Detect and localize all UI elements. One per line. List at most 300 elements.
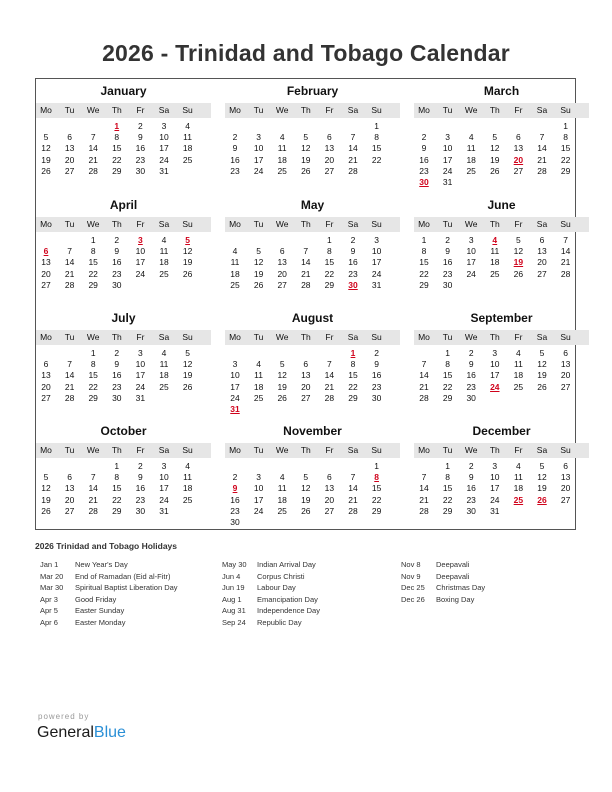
- day-cell[interactable]: 11: [277, 143, 287, 154]
- holiday-day-cell[interactable]: 4: [492, 235, 498, 245]
- day-cell[interactable]: 29: [88, 279, 98, 290]
- day-cell[interactable]: 23: [419, 165, 429, 176]
- holiday-day-cell[interactable]: 5: [185, 235, 190, 245]
- day-cell[interactable]: 6: [279, 246, 285, 257]
- day-cell[interactable]: 26: [41, 505, 51, 516]
- day-cell[interactable]: 4: [185, 461, 190, 471]
- day-cell[interactable]: 5: [303, 472, 309, 483]
- day-cell[interactable]: 6: [563, 348, 568, 358]
- day-cell[interactable]: 29: [442, 392, 453, 403]
- day-cell[interactable]: 22: [442, 494, 453, 505]
- day-cell[interactable]: 26: [182, 381, 193, 392]
- day-cell[interactable]: 2: [350, 235, 356, 245]
- day-cell[interactable]: 18: [182, 143, 193, 154]
- day-cell[interactable]: 10: [135, 246, 146, 257]
- day-cell[interactable]: 6: [327, 472, 332, 483]
- day-cell[interactable]: 27: [277, 279, 287, 290]
- day-cell[interactable]: 13: [41, 370, 51, 381]
- day-cell[interactable]: 27: [324, 165, 335, 176]
- day-cell[interactable]: 11: [159, 359, 169, 370]
- day-cell[interactable]: 27: [41, 392, 51, 403]
- day-cell[interactable]: 5: [516, 235, 521, 245]
- day-cell[interactable]: 13: [41, 257, 51, 268]
- day-cell[interactable]: 23: [230, 505, 240, 516]
- day-cell[interactable]: 21: [348, 494, 358, 505]
- day-cell[interactable]: 20: [324, 154, 335, 165]
- day-cell[interactable]: 5: [303, 132, 309, 143]
- day-cell[interactable]: 30: [466, 392, 476, 403]
- day-cell[interactable]: 15: [442, 483, 453, 494]
- day-cell[interactable]: 24: [442, 165, 453, 176]
- day-cell[interactable]: 31: [135, 392, 146, 403]
- day-cell[interactable]: 11: [490, 246, 500, 257]
- day-cell[interactable]: 24: [490, 494, 500, 505]
- day-cell[interactable]: 20: [64, 154, 75, 165]
- day-cell[interactable]: 17: [490, 483, 500, 494]
- day-cell[interactable]: 24: [253, 165, 264, 176]
- day-cell[interactable]: 2: [114, 348, 120, 358]
- day-cell[interactable]: 16: [442, 257, 453, 268]
- day-cell[interactable]: 10: [442, 143, 453, 154]
- day-cell[interactable]: 15: [348, 370, 358, 381]
- day-cell[interactable]: 4: [161, 235, 167, 245]
- day-cell[interactable]: 4: [161, 348, 167, 358]
- day-cell[interactable]: 21: [301, 268, 311, 279]
- holiday-day-cell[interactable]: 3: [138, 235, 143, 245]
- day-cell[interactable]: 19: [41, 154, 51, 165]
- day-cell[interactable]: 30: [230, 517, 240, 527]
- day-cell[interactable]: 13: [301, 370, 311, 381]
- day-cell[interactable]: 20: [41, 381, 51, 392]
- day-cell[interactable]: 5: [539, 348, 545, 358]
- day-cell[interactable]: 23: [112, 268, 122, 279]
- holiday-day-cell[interactable]: 26: [537, 494, 547, 505]
- day-cell[interactable]: 31: [159, 165, 169, 176]
- holiday-day-cell[interactable]: 8: [374, 472, 379, 483]
- day-cell[interactable]: 28: [348, 165, 358, 176]
- day-cell[interactable]: 14: [64, 370, 75, 381]
- day-cell[interactable]: 17: [135, 370, 146, 381]
- day-cell[interactable]: 4: [185, 121, 190, 131]
- day-cell[interactable]: 18: [253, 381, 264, 392]
- day-cell[interactable]: 30: [135, 505, 146, 516]
- day-cell[interactable]: 10: [230, 370, 240, 381]
- day-cell[interactable]: 3: [138, 348, 143, 358]
- day-cell[interactable]: 21: [348, 154, 358, 165]
- day-cell[interactable]: 10: [490, 472, 500, 483]
- day-cell[interactable]: 19: [277, 381, 287, 392]
- day-cell[interactable]: 18: [466, 154, 476, 165]
- day-cell[interactable]: 16: [230, 154, 240, 165]
- day-cell[interactable]: 3: [468, 235, 474, 245]
- day-cell[interactable]: 23: [230, 165, 240, 176]
- day-cell[interactable]: 23: [135, 154, 146, 165]
- day-cell[interactable]: 19: [301, 154, 311, 165]
- day-cell[interactable]: 28: [88, 165, 98, 176]
- day-cell[interactable]: 15: [112, 143, 122, 154]
- day-cell[interactable]: 29: [112, 165, 122, 176]
- day-cell[interactable]: 26: [301, 505, 311, 516]
- day-cell[interactable]: 14: [88, 483, 98, 494]
- day-cell[interactable]: 24: [253, 505, 264, 516]
- day-cell[interactable]: 15: [88, 257, 98, 268]
- day-cell[interactable]: 12: [513, 246, 524, 257]
- day-cell[interactable]: 14: [88, 143, 98, 154]
- day-cell[interactable]: 5: [539, 461, 545, 471]
- day-cell[interactable]: 24: [371, 268, 382, 279]
- day-cell[interactable]: 16: [230, 494, 240, 505]
- day-cell[interactable]: 15: [560, 143, 571, 154]
- day-cell[interactable]: 29: [371, 505, 382, 516]
- day-cell[interactable]: 2: [445, 235, 450, 245]
- day-cell[interactable]: 23: [371, 381, 382, 392]
- day-cell[interactable]: 12: [253, 257, 264, 268]
- day-cell[interactable]: 7: [67, 246, 72, 257]
- day-cell[interactable]: 8: [114, 472, 120, 483]
- day-cell[interactable]: 14: [419, 370, 429, 381]
- day-cell[interactable]: 4: [256, 359, 261, 370]
- day-cell[interactable]: 27: [301, 392, 311, 403]
- day-cell[interactable]: 22: [348, 381, 358, 392]
- holiday-day-cell[interactable]: 1: [114, 121, 120, 131]
- day-cell[interactable]: 15: [371, 483, 382, 494]
- day-cell[interactable]: 23: [466, 381, 476, 392]
- day-cell[interactable]: 18: [277, 154, 287, 165]
- holiday-day-cell[interactable]: 30: [348, 279, 358, 290]
- day-cell[interactable]: 26: [301, 165, 311, 176]
- holiday-day-cell[interactable]: 6: [43, 246, 49, 257]
- day-cell[interactable]: 22: [112, 494, 122, 505]
- day-cell[interactable]: 10: [159, 472, 169, 483]
- day-cell[interactable]: 8: [445, 472, 450, 483]
- day-cell[interactable]: 1: [563, 121, 568, 131]
- day-cell[interactable]: 19: [537, 370, 547, 381]
- day-cell[interactable]: 30: [466, 505, 476, 516]
- day-cell[interactable]: 4: [279, 472, 285, 483]
- day-cell[interactable]: 17: [442, 154, 453, 165]
- day-cell[interactable]: 1: [421, 235, 427, 245]
- day-cell[interactable]: 21: [64, 268, 75, 279]
- day-cell[interactable]: 19: [301, 494, 311, 505]
- day-cell[interactable]: 23: [112, 381, 122, 392]
- day-cell[interactable]: 4: [279, 132, 285, 143]
- day-cell[interactable]: 26: [537, 381, 547, 392]
- day-cell[interactable]: 9: [445, 246, 450, 257]
- day-cell[interactable]: 12: [182, 246, 193, 257]
- day-cell[interactable]: 2: [468, 461, 474, 471]
- day-cell[interactable]: 10: [159, 132, 169, 143]
- day-cell[interactable]: 12: [277, 370, 287, 381]
- day-cell[interactable]: 26: [182, 268, 193, 279]
- day-cell[interactable]: 1: [445, 461, 450, 471]
- day-cell[interactable]: 31: [490, 505, 500, 516]
- day-cell[interactable]: 31: [442, 177, 453, 187]
- day-cell[interactable]: 10: [490, 359, 500, 370]
- day-cell[interactable]: 22: [88, 381, 98, 392]
- day-cell[interactable]: 11: [277, 483, 287, 494]
- day-cell[interactable]: 11: [513, 472, 523, 483]
- day-cell[interactable]: 1: [327, 235, 332, 245]
- day-cell[interactable]: 14: [301, 257, 311, 268]
- day-cell[interactable]: 16: [348, 257, 358, 268]
- day-cell[interactable]: 28: [64, 279, 75, 290]
- day-cell[interactable]: 28: [419, 505, 429, 516]
- day-cell[interactable]: 10: [253, 143, 264, 154]
- day-cell[interactable]: 25: [253, 392, 264, 403]
- day-cell[interactable]: 24: [159, 154, 169, 165]
- day-cell[interactable]: 6: [43, 359, 49, 370]
- day-cell[interactable]: 15: [112, 483, 122, 494]
- day-cell[interactable]: 28: [88, 505, 98, 516]
- day-cell[interactable]: 22: [442, 381, 453, 392]
- day-cell[interactable]: 7: [421, 472, 427, 483]
- day-cell[interactable]: 1: [114, 461, 120, 471]
- day-cell[interactable]: 27: [324, 505, 335, 516]
- day-cell[interactable]: 8: [327, 246, 332, 257]
- holiday-day-cell[interactable]: 24: [490, 381, 500, 392]
- day-cell[interactable]: 7: [327, 359, 332, 370]
- day-cell[interactable]: 30: [135, 165, 146, 176]
- holiday-day-cell[interactable]: 20: [513, 154, 524, 165]
- day-cell[interactable]: 11: [230, 257, 240, 268]
- day-cell[interactable]: 26: [490, 165, 500, 176]
- day-cell[interactable]: 3: [161, 461, 167, 471]
- day-cell[interactable]: 22: [324, 268, 335, 279]
- day-cell[interactable]: 8: [350, 359, 356, 370]
- day-cell[interactable]: 16: [112, 370, 122, 381]
- day-cell[interactable]: 27: [537, 268, 547, 279]
- day-cell[interactable]: 6: [303, 359, 309, 370]
- day-cell[interactable]: 18: [277, 494, 287, 505]
- day-cell[interactable]: 29: [324, 279, 335, 290]
- day-cell[interactable]: 7: [90, 132, 96, 143]
- day-cell[interactable]: 15: [419, 257, 429, 268]
- day-cell[interactable]: 14: [64, 257, 75, 268]
- day-cell[interactable]: 17: [490, 370, 500, 381]
- day-cell[interactable]: 27: [560, 494, 571, 505]
- day-cell[interactable]: 17: [159, 483, 169, 494]
- day-cell[interactable]: 25: [182, 154, 193, 165]
- day-cell[interactable]: 3: [492, 348, 498, 358]
- day-cell[interactable]: 21: [88, 154, 98, 165]
- day-cell[interactable]: 26: [277, 392, 287, 403]
- day-cell[interactable]: 26: [253, 279, 264, 290]
- day-cell[interactable]: 31: [159, 505, 169, 516]
- day-cell[interactable]: 20: [277, 268, 287, 279]
- day-cell[interactable]: 20: [301, 381, 311, 392]
- day-cell[interactable]: 22: [560, 154, 571, 165]
- day-cell[interactable]: 18: [159, 257, 169, 268]
- day-cell[interactable]: 8: [90, 359, 96, 370]
- day-cell[interactable]: 23: [466, 494, 476, 505]
- day-cell[interactable]: 20: [64, 494, 75, 505]
- day-cell[interactable]: 15: [88, 370, 98, 381]
- day-cell[interactable]: 25: [277, 165, 287, 176]
- day-cell[interactable]: 7: [539, 132, 545, 143]
- day-cell[interactable]: 17: [230, 381, 240, 392]
- day-cell[interactable]: 8: [114, 132, 120, 143]
- day-cell[interactable]: 2: [421, 132, 427, 143]
- day-cell[interactable]: 21: [560, 257, 571, 268]
- day-cell[interactable]: 13: [64, 483, 75, 494]
- day-cell[interactable]: 6: [563, 461, 568, 471]
- day-cell[interactable]: 6: [539, 235, 545, 245]
- day-cell[interactable]: 26: [513, 268, 524, 279]
- day-cell[interactable]: 28: [348, 505, 358, 516]
- day-cell[interactable]: 30: [442, 279, 453, 290]
- day-cell[interactable]: 22: [112, 154, 122, 165]
- day-cell[interactable]: 17: [135, 257, 146, 268]
- day-cell[interactable]: 9: [138, 472, 143, 483]
- day-cell[interactable]: 1: [90, 348, 96, 358]
- day-cell[interactable]: 28: [301, 279, 311, 290]
- day-cell[interactable]: 11: [183, 472, 192, 483]
- day-cell[interactable]: 13: [64, 143, 75, 154]
- day-cell[interactable]: 9: [350, 246, 356, 257]
- day-cell[interactable]: 18: [159, 370, 169, 381]
- day-cell[interactable]: 13: [537, 246, 547, 257]
- day-cell[interactable]: 9: [138, 132, 143, 143]
- day-cell[interactable]: 22: [419, 268, 429, 279]
- day-cell[interactable]: 10: [466, 246, 476, 257]
- day-cell[interactable]: 20: [560, 483, 571, 494]
- day-cell[interactable]: 16: [419, 154, 429, 165]
- day-cell[interactable]: 8: [90, 246, 96, 257]
- day-cell[interactable]: 21: [88, 494, 98, 505]
- day-cell[interactable]: 2: [138, 461, 143, 471]
- day-cell[interactable]: 11: [159, 246, 169, 257]
- day-cell[interactable]: 24: [466, 268, 476, 279]
- day-cell[interactable]: 16: [135, 143, 146, 154]
- day-cell[interactable]: 28: [560, 268, 571, 279]
- day-cell[interactable]: 15: [371, 143, 382, 154]
- day-cell[interactable]: 3: [256, 472, 261, 483]
- day-cell[interactable]: 17: [253, 154, 264, 165]
- day-cell[interactable]: 7: [563, 235, 568, 245]
- day-cell[interactable]: 16: [135, 483, 146, 494]
- day-cell[interactable]: 18: [230, 268, 240, 279]
- day-cell[interactable]: 7: [350, 472, 356, 483]
- day-cell[interactable]: 2: [232, 132, 238, 143]
- day-cell[interactable]: 7: [90, 472, 96, 483]
- holiday-day-cell[interactable]: 25: [513, 494, 524, 505]
- day-cell[interactable]: 28: [64, 392, 75, 403]
- day-cell[interactable]: 11: [254, 370, 263, 381]
- day-cell[interactable]: 20: [560, 370, 571, 381]
- day-cell[interactable]: 5: [43, 472, 49, 483]
- day-cell[interactable]: 6: [327, 132, 332, 143]
- holiday-day-cell[interactable]: 9: [232, 483, 238, 494]
- day-cell[interactable]: 12: [41, 143, 51, 154]
- day-cell[interactable]: 14: [348, 143, 358, 154]
- day-cell[interactable]: 12: [301, 143, 311, 154]
- day-cell[interactable]: 19: [537, 483, 547, 494]
- day-cell[interactable]: 3: [256, 132, 261, 143]
- day-cell[interactable]: 17: [371, 257, 382, 268]
- day-cell[interactable]: 3: [232, 359, 238, 370]
- day-cell[interactable]: 20: [537, 257, 547, 268]
- brand-logo[interactable]: [37, 724, 126, 742]
- day-cell[interactable]: 24: [230, 392, 240, 403]
- day-cell[interactable]: 28: [324, 392, 335, 403]
- day-cell[interactable]: 28: [419, 392, 429, 403]
- day-cell[interactable]: 18: [182, 483, 193, 494]
- day-cell[interactable]: 9: [232, 143, 238, 154]
- day-cell[interactable]: 9: [374, 359, 379, 370]
- day-cell[interactable]: 16: [112, 257, 122, 268]
- day-cell[interactable]: 4: [232, 246, 238, 257]
- day-cell[interactable]: 27: [64, 505, 75, 516]
- day-cell[interactable]: 16: [371, 370, 382, 381]
- day-cell[interactable]: 2: [114, 235, 120, 245]
- day-cell[interactable]: 25: [490, 268, 500, 279]
- day-cell[interactable]: 21: [324, 381, 335, 392]
- day-cell[interactable]: 5: [279, 359, 285, 370]
- day-cell[interactable]: 9: [114, 359, 120, 370]
- day-cell[interactable]: 25: [230, 279, 240, 290]
- day-cell[interactable]: 23: [442, 268, 453, 279]
- day-cell[interactable]: 3: [492, 461, 498, 471]
- day-cell[interactable]: 30: [112, 279, 122, 290]
- day-cell[interactable]: 29: [560, 165, 571, 176]
- day-cell[interactable]: 19: [182, 257, 193, 268]
- day-cell[interactable]: 10: [371, 246, 382, 257]
- day-cell[interactable]: 29: [442, 505, 453, 516]
- day-cell[interactable]: 26: [41, 165, 51, 176]
- day-cell[interactable]: 14: [560, 246, 571, 257]
- day-cell[interactable]: 5: [43, 132, 49, 143]
- day-cell[interactable]: 18: [513, 483, 524, 494]
- day-cell[interactable]: 2: [232, 472, 238, 483]
- day-cell[interactable]: 30: [371, 392, 382, 403]
- day-cell[interactable]: 4: [468, 132, 474, 143]
- day-cell[interactable]: 10: [135, 359, 146, 370]
- day-cell[interactable]: 27: [64, 165, 75, 176]
- holiday-day-cell[interactable]: 1: [350, 348, 356, 358]
- day-cell[interactable]: 16: [466, 483, 476, 494]
- day-cell[interactable]: 13: [324, 483, 335, 494]
- day-cell[interactable]: 27: [513, 165, 524, 176]
- holiday-day-cell[interactable]: 30: [419, 177, 429, 187]
- day-cell[interactable]: 24: [135, 268, 146, 279]
- day-cell[interactable]: 9: [468, 359, 474, 370]
- day-cell[interactable]: 29: [419, 279, 429, 290]
- day-cell[interactable]: 3: [161, 121, 167, 131]
- day-cell[interactable]: 8: [374, 132, 379, 143]
- day-cell[interactable]: 17: [159, 143, 169, 154]
- day-cell[interactable]: 24: [159, 494, 169, 505]
- day-cell[interactable]: 20: [41, 268, 51, 279]
- day-cell[interactable]: 19: [490, 154, 500, 165]
- day-cell[interactable]: 10: [253, 483, 264, 494]
- day-cell[interactable]: 6: [67, 132, 72, 143]
- day-cell[interactable]: 15: [442, 370, 453, 381]
- day-cell[interactable]: 29: [88, 392, 98, 403]
- day-cell[interactable]: 4: [516, 461, 521, 471]
- day-cell[interactable]: 7: [67, 359, 72, 370]
- day-cell[interactable]: 21: [537, 154, 547, 165]
- day-cell[interactable]: 2: [468, 348, 474, 358]
- day-cell[interactable]: 1: [90, 235, 96, 245]
- day-cell[interactable]: 2: [138, 121, 143, 131]
- day-cell[interactable]: 18: [513, 370, 524, 381]
- day-cell[interactable]: 29: [348, 392, 358, 403]
- day-cell[interactable]: 7: [350, 132, 356, 143]
- day-cell[interactable]: 4: [516, 348, 521, 358]
- day-cell[interactable]: 21: [419, 494, 429, 505]
- day-cell[interactable]: 27: [41, 279, 51, 290]
- day-cell[interactable]: 25: [277, 505, 287, 516]
